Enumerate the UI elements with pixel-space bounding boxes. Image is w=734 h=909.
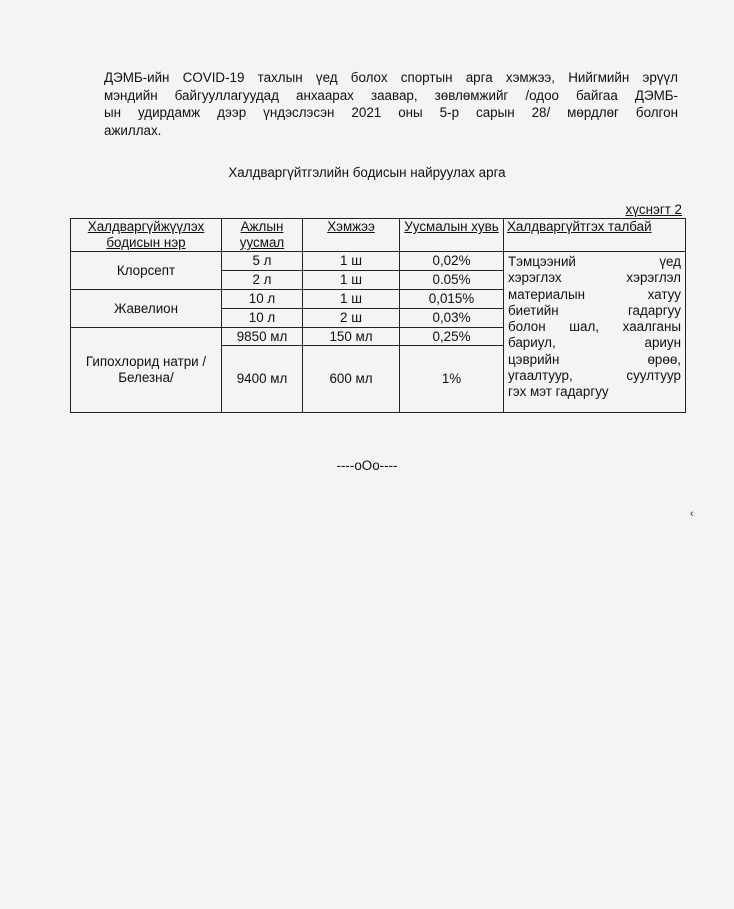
area-line: бариул, ариун <box>508 335 681 351</box>
intro-line: ын удирдамж дээр үндэслэсэн 2021 оны 5-р сарын 28/ мөрдлөг болгон <box>104 105 678 120</box>
area-line: биетийн гадаргуу <box>508 302 681 318</box>
percent-cell: 0,25% <box>400 328 504 346</box>
solution-cell: 5 л <box>222 252 303 271</box>
amount-cell: 150 мл <box>303 328 400 346</box>
amount-cell: 2 ш <box>303 309 400 328</box>
table-row <box>71 252 686 271</box>
percent-cell: 0.05% <box>400 271 504 290</box>
section-title: Халдваргүйтгэлийн бодисын найруулах арга <box>228 165 506 180</box>
area-line: угаалтуур, суултуур <box>508 368 681 384</box>
table-number-label: хүснэгт 2 <box>625 202 682 217</box>
percent-cell: 0,02% <box>400 252 504 271</box>
amount-cell: 1 ш <box>303 271 400 290</box>
percent-cell: 0,03% <box>400 309 504 328</box>
stray-mark: ‹ <box>690 508 694 520</box>
table-header-row <box>71 219 686 252</box>
header-disinfection-area: Халдваргүйтгэх талбай <box>504 219 686 252</box>
amount-cell: 1 ш <box>303 290 400 309</box>
percent-cell: 1% <box>400 346 504 413</box>
intro-paragraph <box>104 69 678 139</box>
header-working-solution: Ажлын уусмал <box>222 219 303 252</box>
solution-cell: 2 л <box>222 271 303 290</box>
area-line: материалын хатуу <box>508 286 681 302</box>
header-solution-percent: Уусмалын хувь <box>400 219 504 252</box>
area-line: Тэмцээний үед <box>508 254 681 269</box>
percent-cell: 0,015% <box>400 290 504 309</box>
area-line: цэврийн өрөө, <box>508 351 681 367</box>
header-substance-name: Халдваргүйжүүлэх бодисын нэр <box>71 219 222 252</box>
area-line: гэх мэт гадаргуу <box>508 384 609 400</box>
solution-cell: 9400 мл <box>222 346 303 413</box>
area-line: болон шал, хаалганы <box>508 319 681 335</box>
solution-cell: 10 л <box>222 309 303 328</box>
intro-line: мэндийн байгууллагуудад анхаарах заавар, зөвлөмжийг /одоо байгаа ДЭМБ- <box>104 87 678 103</box>
intro-line: ажиллах. <box>104 122 162 138</box>
substance-name-cell: Гипохлорид натри /Белезна/ <box>71 328 222 413</box>
substance-name-cell: Клорсепт <box>71 252 222 290</box>
intro-line: ДЭМБ-ийн COVID-19 тахлын үед болох спортын арга хэмжээ, Нийгмийн эрүүл <box>104 70 678 85</box>
amount-cell: 1 ш <box>303 252 400 271</box>
header-amount: Хэмжээ <box>303 219 400 252</box>
amount-cell: 600 мл <box>303 346 400 413</box>
substance-name-cell: Жавелион <box>71 290 222 328</box>
document-end-mark: ----оОо---- <box>336 458 398 473</box>
solution-cell: 10 л <box>222 290 303 309</box>
area-line: хэрэглэх хэрэглэл <box>508 270 681 286</box>
disinfection-area-cell <box>504 252 686 413</box>
disinfectant-table <box>70 218 686 413</box>
solution-cell: 9850 мл <box>222 328 303 346</box>
